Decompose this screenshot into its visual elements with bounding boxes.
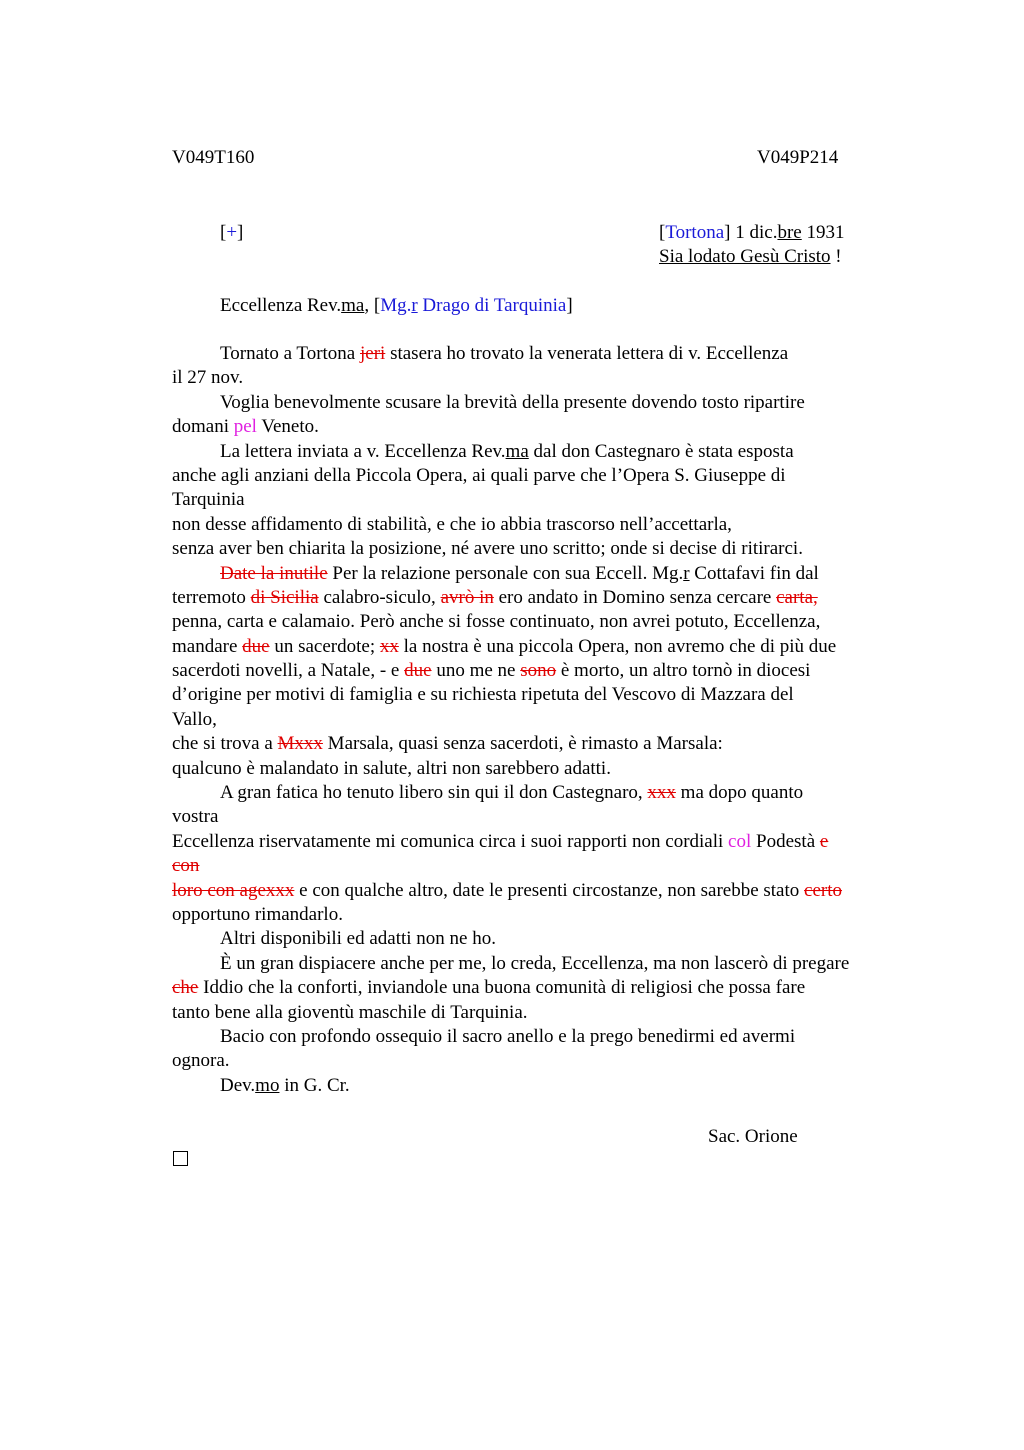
body-line: che si trova a Mxxx Marsala, quasi senza sacerdoti, è rimasto a Marsala: — [172, 733, 723, 755]
body-line: mandare due un sacerdote; xx la nostra è una piccola Opera, non avremo che di più due — [172, 635, 837, 657]
body-line: che Iddio che la conforti, inviandole una buona comunità di religiosi che possa fare — [172, 977, 806, 999]
body-line: tanto bene alla gioventù maschile di Tarquinia. — [172, 1001, 528, 1023]
greeting: Eccellenza Rev.ma, [Mg.r Drago di Tarquinia] — [220, 295, 573, 316]
body-line: opportuno rimandarlo. — [172, 903, 343, 925]
body-line: vostra — [172, 806, 219, 828]
body-line: Eccellenza riservatamente mi comunica circa i suoi rapporti non cordiali col Podestà e — [172, 830, 829, 852]
letter-body — [172, 342, 912, 1098]
body-line: ognora. — [172, 1050, 230, 1072]
addressee: Mg.r Drago di Tarquinia — [380, 295, 567, 316]
body-line: A gran fatica ho tenuto libero sin qui il don Castegnaro, xxx ma dopo quanto — [220, 782, 804, 804]
body-line: Tarquinia — [172, 489, 245, 511]
body-line: qualcuno è malandato in salute, altri non sarebbero adatti. — [172, 757, 611, 779]
body-line: Dev.mo in G. Cr. — [220, 1074, 350, 1096]
signature: Sac. Orione — [708, 1126, 798, 1147]
body-line: il 27 nov. — [172, 367, 244, 389]
body-line: anche agli anziani della Piccola Opera, ai quali parve che l’Opera S. Giuseppe di — [172, 464, 786, 486]
body-line: Tornato a Tortona jeri stasera ho trovato la venerata lettera di v. Eccellenza — [220, 343, 789, 364]
body-line: con — [172, 855, 200, 877]
body-line: d’origine per motivi di famiglia e su richiesta ripetuta del Vescovo di Mazzara del — [172, 684, 794, 706]
body-line: penna, carta e calamaio. Però anche si fosse continuato, non avrei potuto, Eccellenza, — [172, 611, 821, 633]
body-line: terremoto di Sicilia calabro-siculo, avrò in ero andato in Domino senza cercare carta, — [172, 586, 818, 608]
body-line: È un gran dispiacere anche per me, lo creda, Eccellenza, ma non lascerò di pregare — [220, 952, 850, 974]
body-line: sacerdoti novelli, a Natale, - e due uno me ne sono è morto, un altro tornò in diocesi — [172, 660, 811, 682]
body-line: Altri disponibili ed adatti non ne ho. — [220, 928, 496, 950]
body-line: La lettera inviata a v. Eccellenza Rev.ma dal don Castegnaro è stata esposta — [220, 440, 794, 462]
body-line: domani pel Veneto. — [172, 416, 319, 438]
place-date: [Tortona] 1 dic.bre 1931 — [659, 222, 845, 243]
cross-mark: [+] — [220, 222, 244, 243]
document-code-right: V049P214 — [757, 147, 839, 168]
body-line: Bacio con profondo ossequio il sacro anello e la prego benedirmi ed avermi — [220, 1025, 796, 1047]
body-line: Voglia benevolmente scusare la brevità della presente dovendo tosto ripartire — [220, 391, 805, 413]
body-line: Vallo, — [172, 708, 217, 730]
body-line: non desse affidamento di stabilità, e che io abbia trascorso nell’accettarla, — [172, 513, 732, 535]
salutation: Sia lodato Gesù Cristo ! — [659, 246, 842, 267]
body-line: senza aver ben chiarita la posizione, né avere uno scritto; onde si decise di ritirarci. — [172, 538, 803, 560]
body-line: Date la inutile Per la relazione personale con sua Eccell. Mg.r Cottafavi fin dal — [220, 562, 819, 584]
body-line: loro con agexxx e con qualche altro, date le presenti circostanze, non sarebbe stato certo — [172, 879, 843, 901]
document-code-left: V049T160 — [172, 147, 255, 168]
end-box-icon — [173, 1151, 188, 1166]
place-name: Tortona — [665, 222, 725, 243]
